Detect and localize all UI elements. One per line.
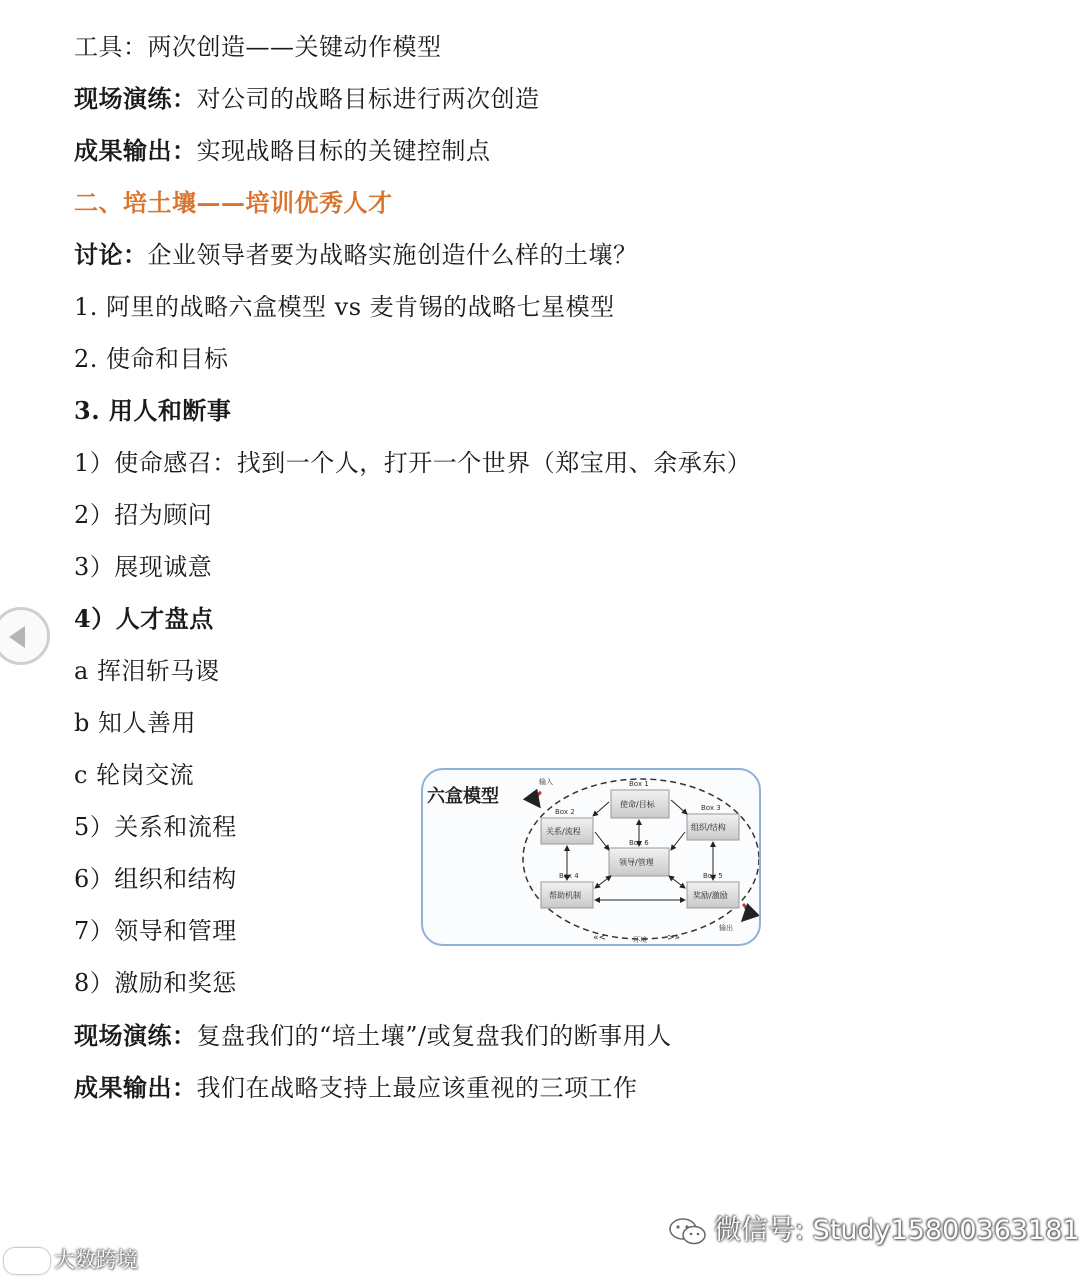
svg-text:Box 6: Box 6 [629,839,649,847]
text-line [74,84,540,114]
text-line [74,240,638,270]
list-item: 2. 使命和目标 [74,345,229,373]
svg-text:领导/管理: 领导/管理 [619,858,654,867]
box-3 [687,804,739,840]
svg-text:Box 2: Box 2 [555,808,575,816]
svg-text:关系/流程: 关系/流程 [546,827,581,836]
diagram-graphic [423,770,761,946]
svg-text:使命/目标: 使命/目标 [620,800,655,809]
wechat-icon [668,1216,708,1248]
list-item: 3）展现诚意 [74,553,213,581]
line-text: 我们在战略支持上最应该重视的三项工作 [196,1074,638,1102]
svg-text:Box 5: Box 5 [703,872,723,880]
list-item: 8）激励和奖惩 [74,969,237,997]
section-heading: 二、培土壤——培训优秀人才 [74,188,393,217]
brand-logo-icon [4,1248,50,1274]
line-label: 讨论： [74,240,148,269]
line-label: 成果输出： [74,136,197,165]
svg-text:Box 4: Box 4 [559,872,579,880]
wechat-id: 微信号: Study15800363181 [714,1215,1080,1246]
input-label: 输入 [539,778,553,786]
list-item: c 轮岗交流 [74,761,195,789]
environment-label: 环境 [633,936,647,944]
text-line [74,32,442,62]
box-1 [611,780,669,818]
output-label: 输出 [719,924,733,932]
output-arrow-icon [743,904,747,920]
svg-text:奖励/激励: 奖励/激励 [693,891,728,900]
env-arrows-right-icon: >» [667,933,681,943]
text-line [74,1021,672,1051]
list-item: b 知人善用 [74,709,196,737]
line-text: 复盘我们的“培土壤”/或复盘我们的断事用人 [196,1022,672,1050]
list-item: 2）招为顾问 [74,501,213,529]
line-label: 现场演练： [74,84,197,113]
svg-text:Box 1: Box 1 [629,780,649,788]
list-item: 1. 阿里的战略六盒模型 vs 麦肯锡的战略七星模型 [74,293,615,321]
input-arrow-icon [536,792,541,806]
line-label: 成果输出： [74,1073,197,1102]
list-item: 6）组织和结构 [74,865,237,893]
line-text: 对公司的战略目标进行两次创造 [196,85,540,113]
diagram-title: 六盒模型 [427,786,499,807]
box-2 [541,808,593,844]
line-text: 实现战略目标的关键控制点 [196,137,491,165]
wechat-watermark [668,1208,1080,1248]
line-label: 现场演练： [74,1021,197,1050]
brand-watermark [4,1244,138,1274]
back-arrow-icon [9,626,25,648]
list-item: a 挥泪斩马谡 [74,657,220,685]
text-line [74,136,491,166]
line-text: 企业领导者要为战略实施创造什么样的土壤？ [147,241,638,269]
svg-text:帮助机制: 帮助机制 [549,891,581,900]
list-item: 5）关系和流程 [74,813,237,841]
list-item: 1）使命感召：找到一个人，打开一个世界（郑宝用、余承东） [74,449,752,477]
brand-name: 大数跨境 [54,1248,138,1272]
env-arrows-left-icon: «< [593,933,607,943]
list-item: 4）人才盘点 [74,604,214,633]
six-box-model-diagram [421,768,761,946]
list-item: 7）领导和管理 [74,917,237,945]
text-line [74,1073,638,1103]
line-label: 工具： [74,33,148,61]
svg-text:组织/结构: 组织/结构 [691,823,726,832]
line-text: 两次创造——关键动作模型 [147,33,442,61]
list-item: 3. 用人和断事 [74,396,232,425]
back-button[interactable] [0,607,50,665]
svg-text:Box 3: Box 3 [701,804,721,812]
